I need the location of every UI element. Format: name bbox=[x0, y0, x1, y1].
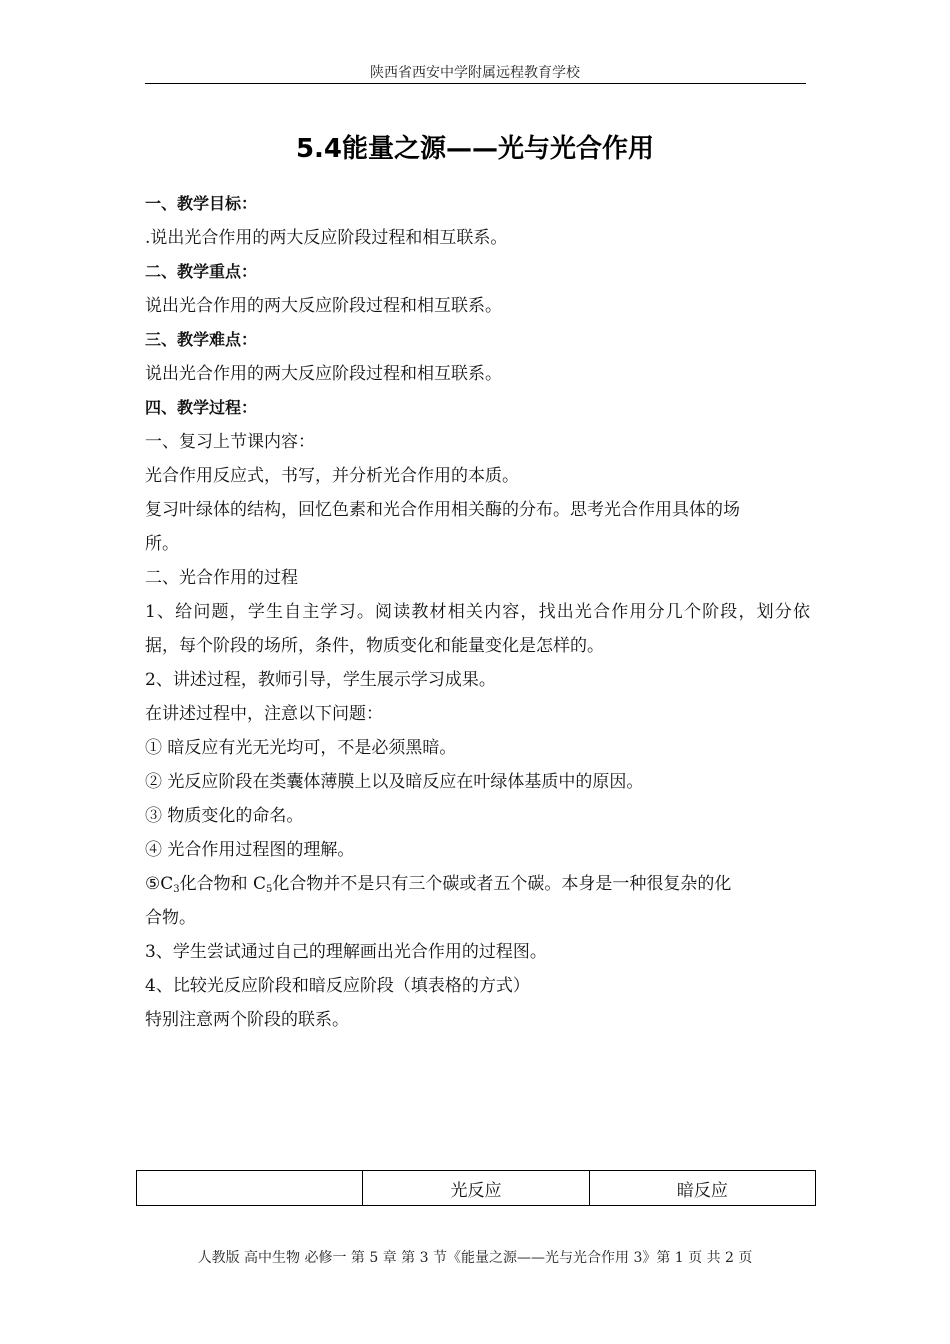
note-1: ① 暗反应有光无光均可，不是必须黑暗。 bbox=[145, 738, 457, 758]
review-item-2-line2: 所。 bbox=[145, 534, 179, 554]
review-item-1: 光合作用反应式，书写，并分析光合作用的本质。 bbox=[145, 466, 519, 486]
table-header-light-reaction: 光反应 bbox=[363, 1171, 589, 1206]
goal-heading: 一、教学目标： bbox=[145, 194, 258, 213]
review-title: 一、复习上节课内容： bbox=[145, 432, 315, 452]
step-1-line2: 据，每个阶段的场所，条件，物质变化和能量变化是怎样的。 bbox=[145, 636, 604, 656]
document-title: 5.4能量之源——光与光合作用 bbox=[295, 134, 655, 164]
document-body bbox=[145, 187, 810, 1037]
note-3: ③ 物质变化的命名。 bbox=[145, 806, 304, 826]
process-heading: 四、教学过程： bbox=[145, 398, 258, 417]
note-5-prefix: ⑤C bbox=[145, 874, 174, 894]
key-point-heading: 二、教学重点： bbox=[145, 262, 258, 281]
page-footer: 人教版 高中生物 必修一 第 5 章 第 3 节《能量之源——光与光合作用 3》第 1 页 共 2 页 bbox=[197, 1250, 753, 1266]
table-header-dark-reaction: 暗反应 bbox=[589, 1171, 815, 1206]
goal-text: .说出光合作用的两大反应阶段过程和相互联系。 bbox=[145, 228, 508, 248]
table-header-cell-blank bbox=[137, 1171, 363, 1206]
note-5-rest: 化合物并不是只有三个碳或者五个碳。本身是一种很复杂的化 bbox=[272, 874, 732, 894]
note-5-line1 bbox=[145, 867, 810, 901]
note-5-middle: 化合物和 C bbox=[179, 874, 267, 894]
step-3: 3、学生尝试通过自己的理解画出光合作用的过程图。 bbox=[145, 942, 547, 962]
review-item-2-line1: 复习叶绿体的结构，回忆色素和光合作用相关酶的分布。思考光合作用具体的场 bbox=[145, 500, 740, 520]
note-5-line2: 合物。 bbox=[145, 908, 196, 928]
step-2: 2、讲述过程，教师引导，学生展示学习成果。 bbox=[145, 670, 496, 690]
note-4: ④ 光合作用过程图的理解。 bbox=[145, 840, 355, 860]
part2-title: 二、光合作用的过程 bbox=[145, 568, 298, 588]
step-1-line1: 1、给问题，学生自主学习。阅读教材相关内容，找出光合作用分几个阶段，划分依 bbox=[145, 602, 810, 622]
page-header: 陕西省西安中学附属远程教育学校 bbox=[370, 65, 580, 81]
difficulty-heading: 三、教学难点： bbox=[145, 330, 258, 349]
note-5-subscript-3: 3 bbox=[173, 884, 180, 895]
note-5-subscript-5: 5 bbox=[266, 884, 273, 895]
closing-note: 特别注意两个阶段的联系。 bbox=[145, 1010, 349, 1030]
key-point-text: 说出光合作用的两大反应阶段过程和相互联系。 bbox=[145, 296, 502, 316]
note-intro: 在讲述过程中，注意以下问题： bbox=[145, 704, 383, 724]
header-rule bbox=[145, 83, 806, 84]
table-header-row bbox=[137, 1171, 816, 1206]
difficulty-text: 说出光合作用的两大反应阶段过程和相互联系。 bbox=[145, 364, 502, 384]
step-4: 4、比较光反应阶段和暗反应阶段（填表格的方式） bbox=[145, 976, 530, 996]
comparison-table bbox=[136, 1170, 816, 1206]
note-2: ② 光反应阶段在类囊体薄膜上以及暗反应在叶绿体基质中的原因。 bbox=[145, 772, 644, 792]
